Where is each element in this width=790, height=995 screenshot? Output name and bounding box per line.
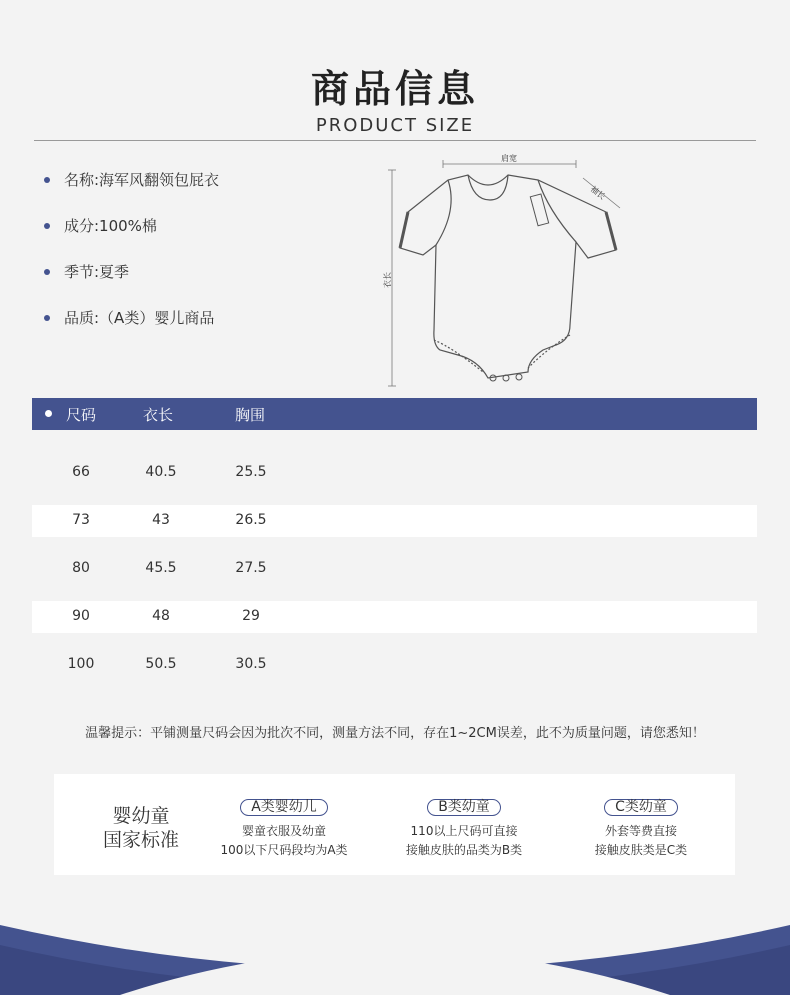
cell-length: 48 bbox=[152, 608, 170, 624]
product-info-list bbox=[44, 168, 219, 352]
class-b-badge: B类幼童 bbox=[427, 799, 501, 816]
cell-length: 50.5 bbox=[145, 656, 177, 672]
bullet-icon bbox=[44, 177, 50, 183]
info-item-name bbox=[44, 168, 219, 191]
header-length: 衣长 bbox=[143, 406, 174, 424]
info-text: 名称:海军风翻领包屁衣 bbox=[64, 171, 220, 189]
table-row bbox=[32, 601, 757, 633]
bullet-icon bbox=[45, 410, 52, 417]
cell-chest: 30.5 bbox=[235, 656, 267, 672]
cell-size: 73 bbox=[72, 512, 90, 528]
cell-size: 66 bbox=[72, 464, 90, 480]
info-item-material bbox=[44, 214, 219, 237]
standards-title-line2: 国家标准 bbox=[102, 829, 179, 851]
info-text: 季节:夏季 bbox=[64, 263, 130, 281]
class-c-desc-2: 接触皮肤类是C类 bbox=[594, 843, 688, 857]
garment-measurement-diagram bbox=[378, 150, 638, 390]
measurement-notice: 温馨提示：平铺测量尺码会因为批次不同，测量方法不同，存在1~2CM误差，此不为质量问题，请您悉知！ bbox=[85, 726, 705, 741]
class-a-desc-1: 婴童衣服及幼童 bbox=[241, 824, 326, 838]
size-table-header bbox=[32, 398, 757, 430]
info-text: 成分:100%棉 bbox=[64, 217, 157, 235]
length-label: 衣长 bbox=[383, 272, 392, 288]
cell-chest: 29 bbox=[242, 608, 260, 624]
cell-length: 43 bbox=[152, 512, 170, 528]
sleeve-label: 袖长 bbox=[588, 184, 607, 202]
cell-length: 45.5 bbox=[145, 560, 177, 576]
bullet-icon bbox=[44, 269, 50, 275]
page-subtitle: PRODUCT SIZE bbox=[315, 115, 475, 136]
standards-title bbox=[86, 804, 196, 852]
standard-class-b bbox=[389, 796, 539, 860]
class-b-desc-1: 110以上尺码可直接 bbox=[410, 824, 518, 838]
class-c-badge: C类幼童 bbox=[604, 799, 678, 816]
class-a-badge: A类婴幼儿 bbox=[240, 799, 328, 816]
table-row bbox=[32, 505, 757, 537]
shoulder-label: 肩宽 bbox=[501, 154, 517, 163]
cell-size: 100 bbox=[67, 656, 95, 672]
info-text: 品质:（A类）婴儿商品 bbox=[64, 309, 215, 327]
cell-chest: 27.5 bbox=[235, 560, 267, 576]
page-title: 商品信息 bbox=[310, 67, 479, 111]
romper-outline-icon bbox=[378, 150, 638, 390]
header-chest: 胸围 bbox=[235, 406, 266, 424]
header-divider bbox=[34, 140, 756, 141]
cell-length: 40.5 bbox=[145, 464, 177, 480]
bullet-icon bbox=[44, 223, 50, 229]
class-a-desc-2: 100以下尺码段均为A类 bbox=[220, 843, 348, 857]
header-size: 尺码 bbox=[66, 406, 97, 424]
class-b-desc-2: 接触皮肤的品类为B类 bbox=[405, 843, 523, 857]
table-row bbox=[32, 553, 757, 585]
info-item-season bbox=[44, 260, 219, 283]
class-c-desc-1: 外套等费直接 bbox=[604, 824, 677, 838]
cell-size: 90 bbox=[72, 608, 90, 624]
info-item-quality bbox=[44, 306, 219, 329]
cell-size: 80 bbox=[72, 560, 90, 576]
national-standards-panel bbox=[54, 774, 735, 875]
table-row bbox=[32, 649, 757, 681]
cell-chest: 26.5 bbox=[235, 512, 267, 528]
bullet-icon bbox=[44, 315, 50, 321]
table-row bbox=[32, 457, 757, 489]
footer-wave-decoration bbox=[0, 905, 790, 995]
standard-class-c bbox=[566, 796, 716, 860]
standard-class-a bbox=[209, 796, 359, 860]
page-header bbox=[0, 58, 790, 136]
cell-chest: 25.5 bbox=[235, 464, 267, 480]
standards-title-line1: 婴幼童 bbox=[112, 805, 170, 827]
